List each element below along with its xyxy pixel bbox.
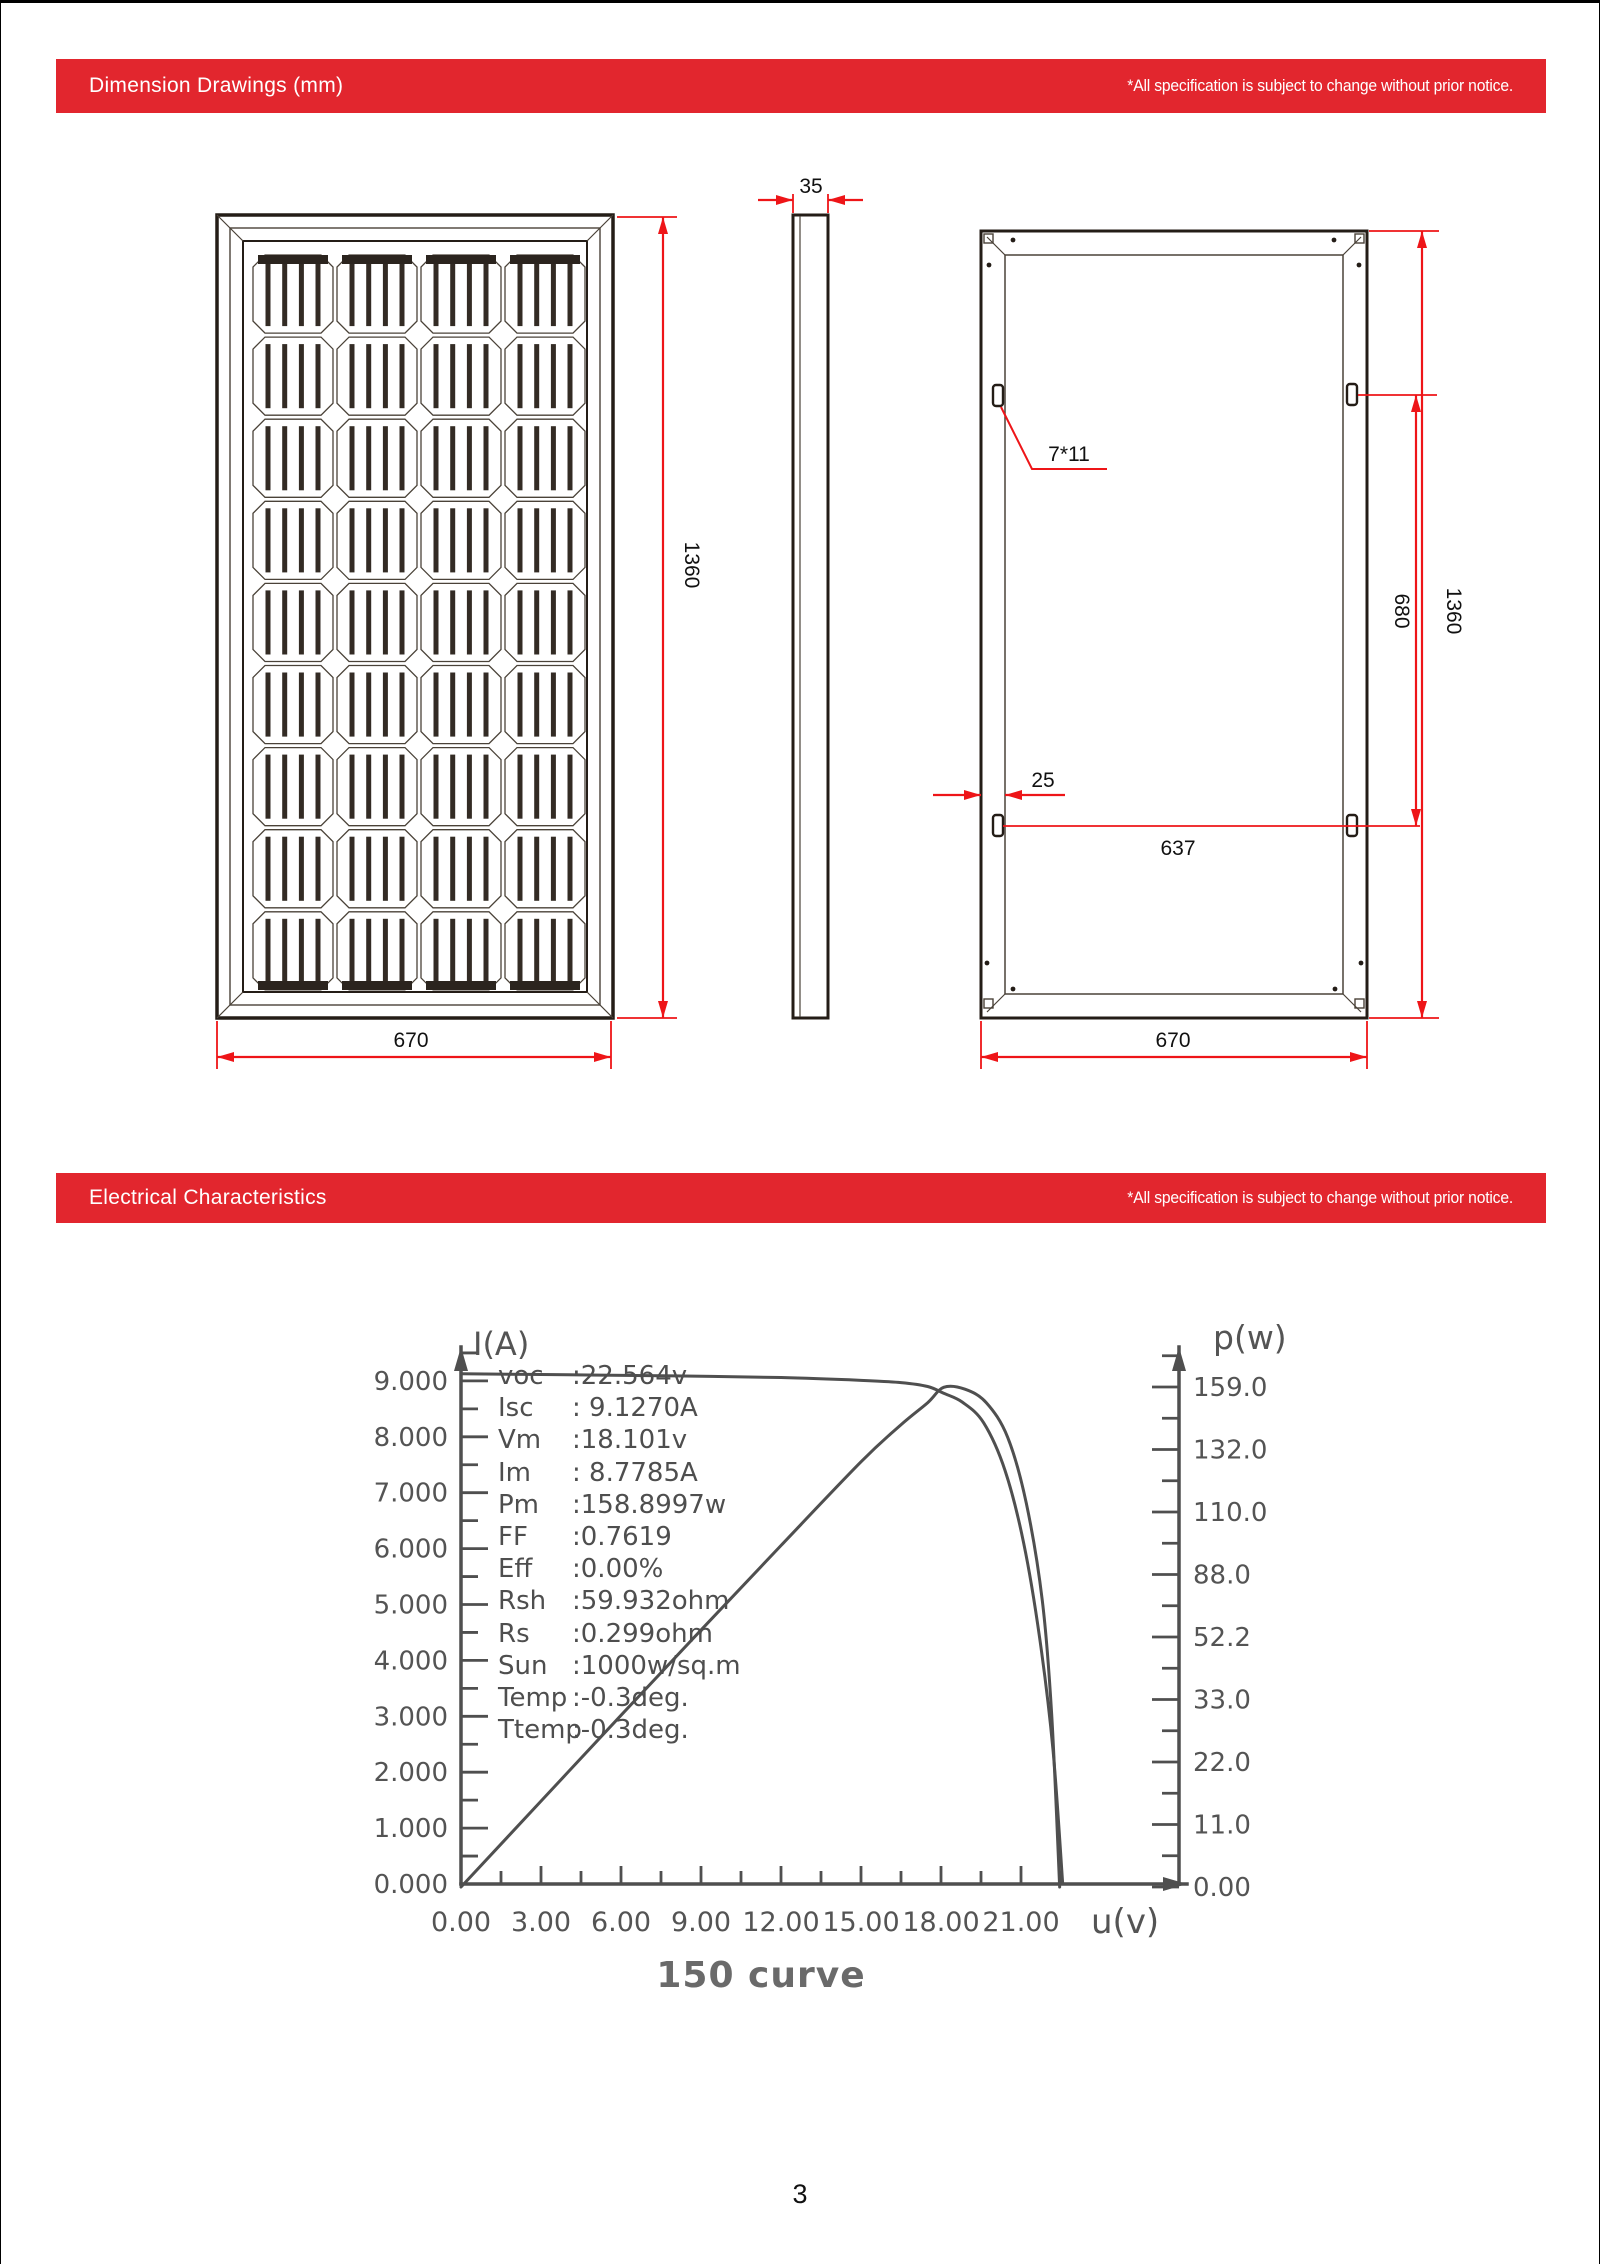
parameter-name: Ttemp	[498, 1715, 582, 1746]
cell-busbar-finger	[400, 919, 405, 983]
cell-busbar-finger	[450, 590, 455, 654]
right-axis-tick-label: 88.0	[1193, 1560, 1251, 1591]
cell-busbar-finger	[400, 755, 405, 819]
parameter-value: :158.8997w	[572, 1489, 727, 1520]
cell-busbar-finger	[484, 755, 489, 819]
cell-busbar-finger	[316, 508, 321, 572]
parameter-name: Eff	[498, 1554, 533, 1585]
bottom-busbar	[342, 981, 412, 990]
cell-busbar-finger	[450, 426, 455, 490]
cell-busbar-finger	[350, 590, 355, 654]
cell-busbar-finger	[434, 837, 439, 901]
page-number: 3	[792, 2179, 808, 2209]
cell-busbar-finger	[316, 426, 321, 490]
solar-cell	[337, 501, 417, 579]
right-axis-tick-label: 52.2	[1193, 1623, 1251, 1653]
cell-busbar-finger	[551, 344, 556, 408]
cell-busbar-finger	[316, 919, 321, 983]
electrical-parameter-row	[498, 1585, 741, 1617]
solar-cell	[505, 419, 585, 497]
cell-busbar-finger	[551, 755, 556, 819]
cell-busbar-finger	[568, 262, 573, 326]
top-busbar	[258, 255, 328, 264]
cell-busbar-finger	[467, 508, 472, 572]
front-view-dimensions	[217, 217, 703, 1069]
parameter-value: : 8.7785A	[572, 1457, 698, 1488]
parameter-name: voc	[498, 1361, 544, 1392]
solar-cell	[421, 583, 501, 661]
back-half-height-label: 680	[1390, 593, 1413, 629]
cell-busbar-finger	[266, 262, 271, 326]
cell-busbar-finger	[568, 919, 573, 983]
cell-busbar-finger	[400, 590, 405, 654]
cell-busbar-finger	[383, 344, 388, 408]
solar-cell	[337, 748, 417, 826]
cell-busbar-finger	[534, 590, 539, 654]
cell-busbar-finger	[282, 673, 287, 737]
left-axis-tick-label: 0.000	[373, 1870, 448, 1900]
parameter-name: Isc	[498, 1393, 534, 1424]
cell-busbar-finger	[366, 426, 371, 490]
left-axis-title: I(A)	[473, 1325, 530, 1363]
back-width-label: 670	[1155, 1029, 1191, 1052]
dimension-drawings-banner	[56, 59, 1546, 113]
cell-busbar-finger	[383, 673, 388, 737]
cell-busbar-finger	[366, 344, 371, 408]
cell-busbar-finger	[400, 262, 405, 326]
top-busbar	[342, 255, 412, 264]
cell-busbar-finger	[434, 344, 439, 408]
parameter-value: :-0.3deg.	[572, 1682, 689, 1713]
dimension-banner-title: Dimension Drawings (mm)	[89, 74, 344, 97]
cell-busbar-finger	[484, 919, 489, 983]
x-axis-tick-label: 3.00	[510, 1907, 572, 1938]
cell-busbar-finger	[518, 590, 523, 654]
cell-busbar-finger	[434, 590, 439, 654]
cell-busbar-finger	[434, 919, 439, 983]
side-thickness-label: 35	[799, 175, 823, 198]
cell-busbar-finger	[434, 426, 439, 490]
parameter-value: :1000w/sq.m	[572, 1650, 741, 1681]
cell-busbar-finger	[568, 426, 573, 490]
cell-busbar-finger	[383, 837, 388, 901]
left-axis-tick-label: 7.000	[373, 1478, 448, 1509]
x-axis-title: u(v)	[1091, 1902, 1160, 1942]
cell-busbar-finger	[518, 673, 523, 737]
cell-busbar-finger	[400, 344, 405, 408]
solar-cell	[421, 748, 501, 826]
cell-busbar-finger	[316, 344, 321, 408]
cell-busbar-finger	[568, 755, 573, 819]
cell-busbar-finger	[551, 426, 556, 490]
cell-busbar-finger	[299, 755, 304, 819]
cell-busbar-finger	[551, 673, 556, 737]
solar-cell	[505, 748, 585, 826]
cell-busbar-finger	[434, 755, 439, 819]
cell-busbar-finger	[383, 426, 388, 490]
cell-busbar-finger	[518, 262, 523, 326]
cell-busbar-finger	[366, 919, 371, 983]
cell-busbar-finger	[467, 344, 472, 408]
cell-busbar-finger	[366, 755, 371, 819]
cell-busbar-finger	[484, 590, 489, 654]
cell-busbar-finger	[518, 508, 523, 572]
solar-cell	[505, 583, 585, 661]
parameter-value: :0.299ohm	[572, 1618, 713, 1649]
left-axis-tick-label: 6.000	[373, 1534, 448, 1565]
cell-busbar-finger	[484, 673, 489, 737]
parameter-value: :-0.3deg.	[572, 1715, 689, 1746]
solar-cell	[505, 337, 585, 415]
electrical-parameter-row	[498, 1618, 741, 1650]
electrical-parameter-row	[498, 1714, 741, 1746]
solar-cell	[253, 501, 333, 579]
right-axis-tick-label: 11.0	[1193, 1810, 1251, 1841]
x-axis-tick-label: 15.00	[822, 1907, 900, 1938]
left-axis-tick-label: 4.000	[373, 1646, 448, 1677]
cell-busbar-finger	[366, 508, 371, 572]
cell-busbar-finger	[282, 262, 287, 326]
right-axis-tick-label: 22.0	[1193, 1748, 1251, 1778]
cell-busbar-finger	[350, 262, 355, 326]
electrical-parameter-row	[498, 1553, 741, 1585]
cell-busbar-finger	[551, 262, 556, 326]
x-axis-tick-label: 12.00	[742, 1907, 820, 1938]
cell-busbar-finger	[518, 919, 523, 983]
cell-busbar-finger	[450, 837, 455, 901]
cell-busbar-finger	[551, 837, 556, 901]
electrical-banner-notice: *All specification is subject to change without prior notice.	[1127, 1188, 1513, 1207]
cell-busbar-finger	[383, 755, 388, 819]
electrical-parameter-row	[498, 1682, 741, 1714]
solar-cell	[421, 419, 501, 497]
electrical-parameter-row	[498, 1424, 741, 1456]
cell-busbar-finger	[299, 590, 304, 654]
cell-busbar-finger	[350, 508, 355, 572]
cell-busbar-finger	[350, 919, 355, 983]
cell-busbar-finger	[534, 919, 539, 983]
cell-busbar-finger	[282, 755, 287, 819]
cell-busbar-finger	[551, 508, 556, 572]
cell-busbar-finger	[400, 673, 405, 737]
solar-cell	[505, 666, 585, 744]
cell-busbar-finger	[450, 673, 455, 737]
left-axis-tick-label: 1.000	[373, 1814, 448, 1845]
solar-cell	[253, 337, 333, 415]
cell-busbar-finger	[299, 508, 304, 572]
back-view-dimensions	[933, 231, 1465, 1069]
cell-busbar-finger	[467, 837, 472, 901]
cell-busbar-finger	[383, 919, 388, 983]
left-axis-tick-label: 9.000	[373, 1366, 448, 1397]
cell-busbar-finger	[568, 837, 573, 901]
solar-cell	[253, 912, 333, 990]
cell-busbar-finger	[568, 673, 573, 737]
top-busbar	[426, 255, 496, 264]
solar-cell	[337, 583, 417, 661]
solar-cell	[253, 255, 333, 333]
solar-cell	[421, 830, 501, 908]
parameter-value: :0.7619	[572, 1522, 672, 1553]
solar-cell	[253, 830, 333, 908]
cell-busbar-finger	[551, 919, 556, 983]
screw-hole-dots	[985, 238, 1364, 992]
cell-busbar-finger	[266, 755, 271, 819]
parameter-value: :22.564v	[572, 1361, 688, 1392]
cell-busbar-finger	[400, 426, 405, 490]
solar-cell	[253, 419, 333, 497]
x-axis-tick-label: 9.00	[670, 1907, 732, 1938]
cell-busbar-finger	[350, 755, 355, 819]
cell-busbar-finger	[518, 426, 523, 490]
slot-size-label: 7*11	[1048, 443, 1090, 466]
electrical-parameter-row	[498, 1489, 741, 1521]
cell-busbar-finger	[366, 262, 371, 326]
parameter-name: Im	[498, 1457, 531, 1488]
x-axis-tick-label: 0.00	[430, 1907, 492, 1938]
parameter-name: FF	[498, 1522, 528, 1553]
cell-busbar-finger	[534, 837, 539, 901]
cell-busbar-finger	[366, 673, 371, 737]
electrical-characteristics-banner	[56, 1173, 1546, 1223]
cell-busbar-finger	[484, 426, 489, 490]
cell-busbar-finger	[450, 262, 455, 326]
right-axis-tick-label: 159.0	[1193, 1373, 1268, 1403]
cell-busbar-finger	[266, 919, 271, 983]
x-axis-tick-label: 18.00	[902, 1907, 980, 1938]
parameter-value: :18.101v	[572, 1425, 688, 1456]
cell-busbar-finger	[282, 508, 287, 572]
electrical-parameter-row	[498, 1521, 741, 1553]
solar-cell	[337, 666, 417, 744]
solar-cell	[253, 666, 333, 744]
solar-cell	[337, 419, 417, 497]
parameter-name: Rsh	[498, 1586, 547, 1617]
chart-title: 150 curve	[656, 1955, 866, 1996]
right-axis-title: p(w)	[1213, 1318, 1287, 1357]
cell-busbar-finger	[534, 755, 539, 819]
parameter-name: Temp	[498, 1682, 568, 1713]
cell-busbar-finger	[518, 344, 523, 408]
front-width-label: 670	[393, 1029, 429, 1052]
electrical-parameters-block	[498, 1360, 741, 1746]
cell-busbar-finger	[450, 755, 455, 819]
cell-busbar-finger	[282, 837, 287, 901]
parameter-name: Rs	[498, 1618, 530, 1649]
cell-busbar-finger	[366, 590, 371, 654]
solar-cell	[505, 830, 585, 908]
cell-busbar-finger	[299, 919, 304, 983]
solar-cell	[505, 501, 585, 579]
cell-busbar-finger	[299, 262, 304, 326]
cell-busbar-finger	[316, 262, 321, 326]
bottom-busbar	[510, 981, 580, 990]
cell-busbar-finger	[299, 837, 304, 901]
cell-busbar-finger	[383, 508, 388, 572]
cell-busbar-finger	[266, 673, 271, 737]
x-axis-tick-label: 6.00	[590, 1907, 652, 1938]
cell-busbar-finger	[282, 919, 287, 983]
cell-busbar-finger	[350, 837, 355, 901]
cell-busbar-finger	[551, 590, 556, 654]
parameter-name: Sun	[498, 1650, 548, 1681]
bottom-busbar	[258, 981, 328, 990]
cell-busbar-finger	[568, 508, 573, 572]
solar-cell	[421, 501, 501, 579]
cell-busbar-finger	[450, 508, 455, 572]
cell-busbar-finger	[450, 344, 455, 408]
cell-busbar-finger	[434, 262, 439, 326]
cell-busbar-finger	[467, 919, 472, 983]
side-view-dimensions	[758, 175, 863, 213]
cell-busbar-finger	[534, 673, 539, 737]
front-height-label: 1360	[680, 541, 703, 589]
cell-busbar-finger	[534, 344, 539, 408]
cell-busbar-finger	[534, 262, 539, 326]
solar-cell	[421, 666, 501, 744]
left-axis-tick-label: 5.000	[373, 1590, 448, 1621]
solar-cell	[337, 830, 417, 908]
cell-busbar-finger	[467, 673, 472, 737]
solar-cell	[337, 912, 417, 990]
dimension-drawings	[1, 123, 1600, 1163]
electrical-banner-title: Electrical Characteristics	[89, 1186, 327, 1209]
slot-span-label: 637	[1160, 837, 1196, 860]
left-axis-tick-label: 3.000	[373, 1702, 448, 1733]
solar-cell	[421, 255, 501, 333]
parameter-name: Vm	[498, 1425, 542, 1456]
cell-busbar-finger	[350, 426, 355, 490]
edge-offset-label: 25	[1031, 769, 1055, 792]
x-axis-tick-label: 21.00	[982, 1907, 1060, 1938]
cell-busbar-finger	[282, 426, 287, 490]
cell-busbar-finger	[467, 755, 472, 819]
cell-busbar-finger	[266, 508, 271, 572]
iv-curve-chart	[1, 1283, 1600, 2043]
cell-busbar-finger	[534, 426, 539, 490]
cell-busbar-finger	[467, 262, 472, 326]
solar-cell	[337, 337, 417, 415]
front-view-drawing	[217, 215, 613, 1018]
electrical-parameter-row	[498, 1650, 741, 1682]
bottom-busbar	[426, 981, 496, 990]
cell-busbar-finger	[534, 508, 539, 572]
dimension-banner-notice: *All specification is subject to change without prior notice.	[1127, 76, 1513, 95]
cell-busbar-finger	[518, 837, 523, 901]
cell-busbar-finger	[350, 344, 355, 408]
parameter-value: :59.932ohm	[572, 1586, 730, 1617]
cell-busbar-finger	[568, 344, 573, 408]
cell-busbar-finger	[366, 837, 371, 901]
cell-busbar-finger	[316, 837, 321, 901]
electrical-parameter-row	[498, 1457, 741, 1489]
cell-busbar-finger	[316, 673, 321, 737]
cell-busbar-finger	[484, 262, 489, 326]
left-axis-tick-label: 8.000	[373, 1422, 448, 1453]
parameter-name: Pm	[498, 1489, 540, 1520]
side-view-drawing	[793, 215, 828, 1018]
cell-busbar-finger	[484, 837, 489, 901]
cell-busbar-finger	[299, 344, 304, 408]
solar-cell	[337, 255, 417, 333]
cell-busbar-finger	[299, 426, 304, 490]
solar-cell	[421, 337, 501, 415]
cell-busbar-finger	[434, 673, 439, 737]
cell-busbar-finger	[484, 344, 489, 408]
cell-busbar-finger	[450, 919, 455, 983]
solar-cell	[505, 912, 585, 990]
cell-busbar-finger	[400, 508, 405, 572]
cell-busbar-finger	[316, 590, 321, 654]
cell-busbar-finger	[266, 590, 271, 654]
right-axis-tick-label: 33.0	[1193, 1685, 1251, 1716]
parameter-value: :0.00%	[572, 1554, 664, 1585]
solar-cell	[421, 912, 501, 990]
cell-busbar-finger	[467, 426, 472, 490]
right-axis-tick-label: 110.0	[1193, 1498, 1268, 1528]
electrical-parameter-row	[498, 1392, 741, 1424]
cell-busbar-finger	[400, 837, 405, 901]
cell-busbar-finger	[383, 590, 388, 654]
cell-busbar-finger	[383, 262, 388, 326]
electrical-parameter-row	[498, 1360, 741, 1392]
back-view-drawing	[981, 231, 1367, 1018]
left-axis-tick-label: 2.000	[373, 1758, 448, 1789]
cell-busbar-finger	[299, 673, 304, 737]
back-height-label: 1360	[1442, 587, 1465, 635]
cell-busbar-finger	[266, 837, 271, 901]
cell-busbar-finger	[484, 508, 489, 572]
right-axis-tick-label: 0.00	[1193, 1873, 1251, 1903]
cell-busbar-finger	[266, 344, 271, 408]
solar-cell	[253, 583, 333, 661]
cell-busbar-finger	[467, 590, 472, 654]
solar-cell	[505, 255, 585, 333]
cell-busbar-finger	[434, 508, 439, 572]
cell-busbar-finger	[282, 590, 287, 654]
cell-busbar-finger	[266, 426, 271, 490]
cell-busbar-finger	[568, 590, 573, 654]
cell-busbar-finger	[316, 755, 321, 819]
cell-busbar-finger	[350, 673, 355, 737]
solar-cell-grid	[253, 255, 585, 990]
cell-busbar-finger	[518, 755, 523, 819]
right-axis-tick-label: 132.0	[1193, 1435, 1268, 1466]
top-busbar	[510, 255, 580, 264]
solar-cell	[253, 748, 333, 826]
cell-busbar-finger	[282, 344, 287, 408]
parameter-value: : 9.1270A	[572, 1393, 698, 1424]
